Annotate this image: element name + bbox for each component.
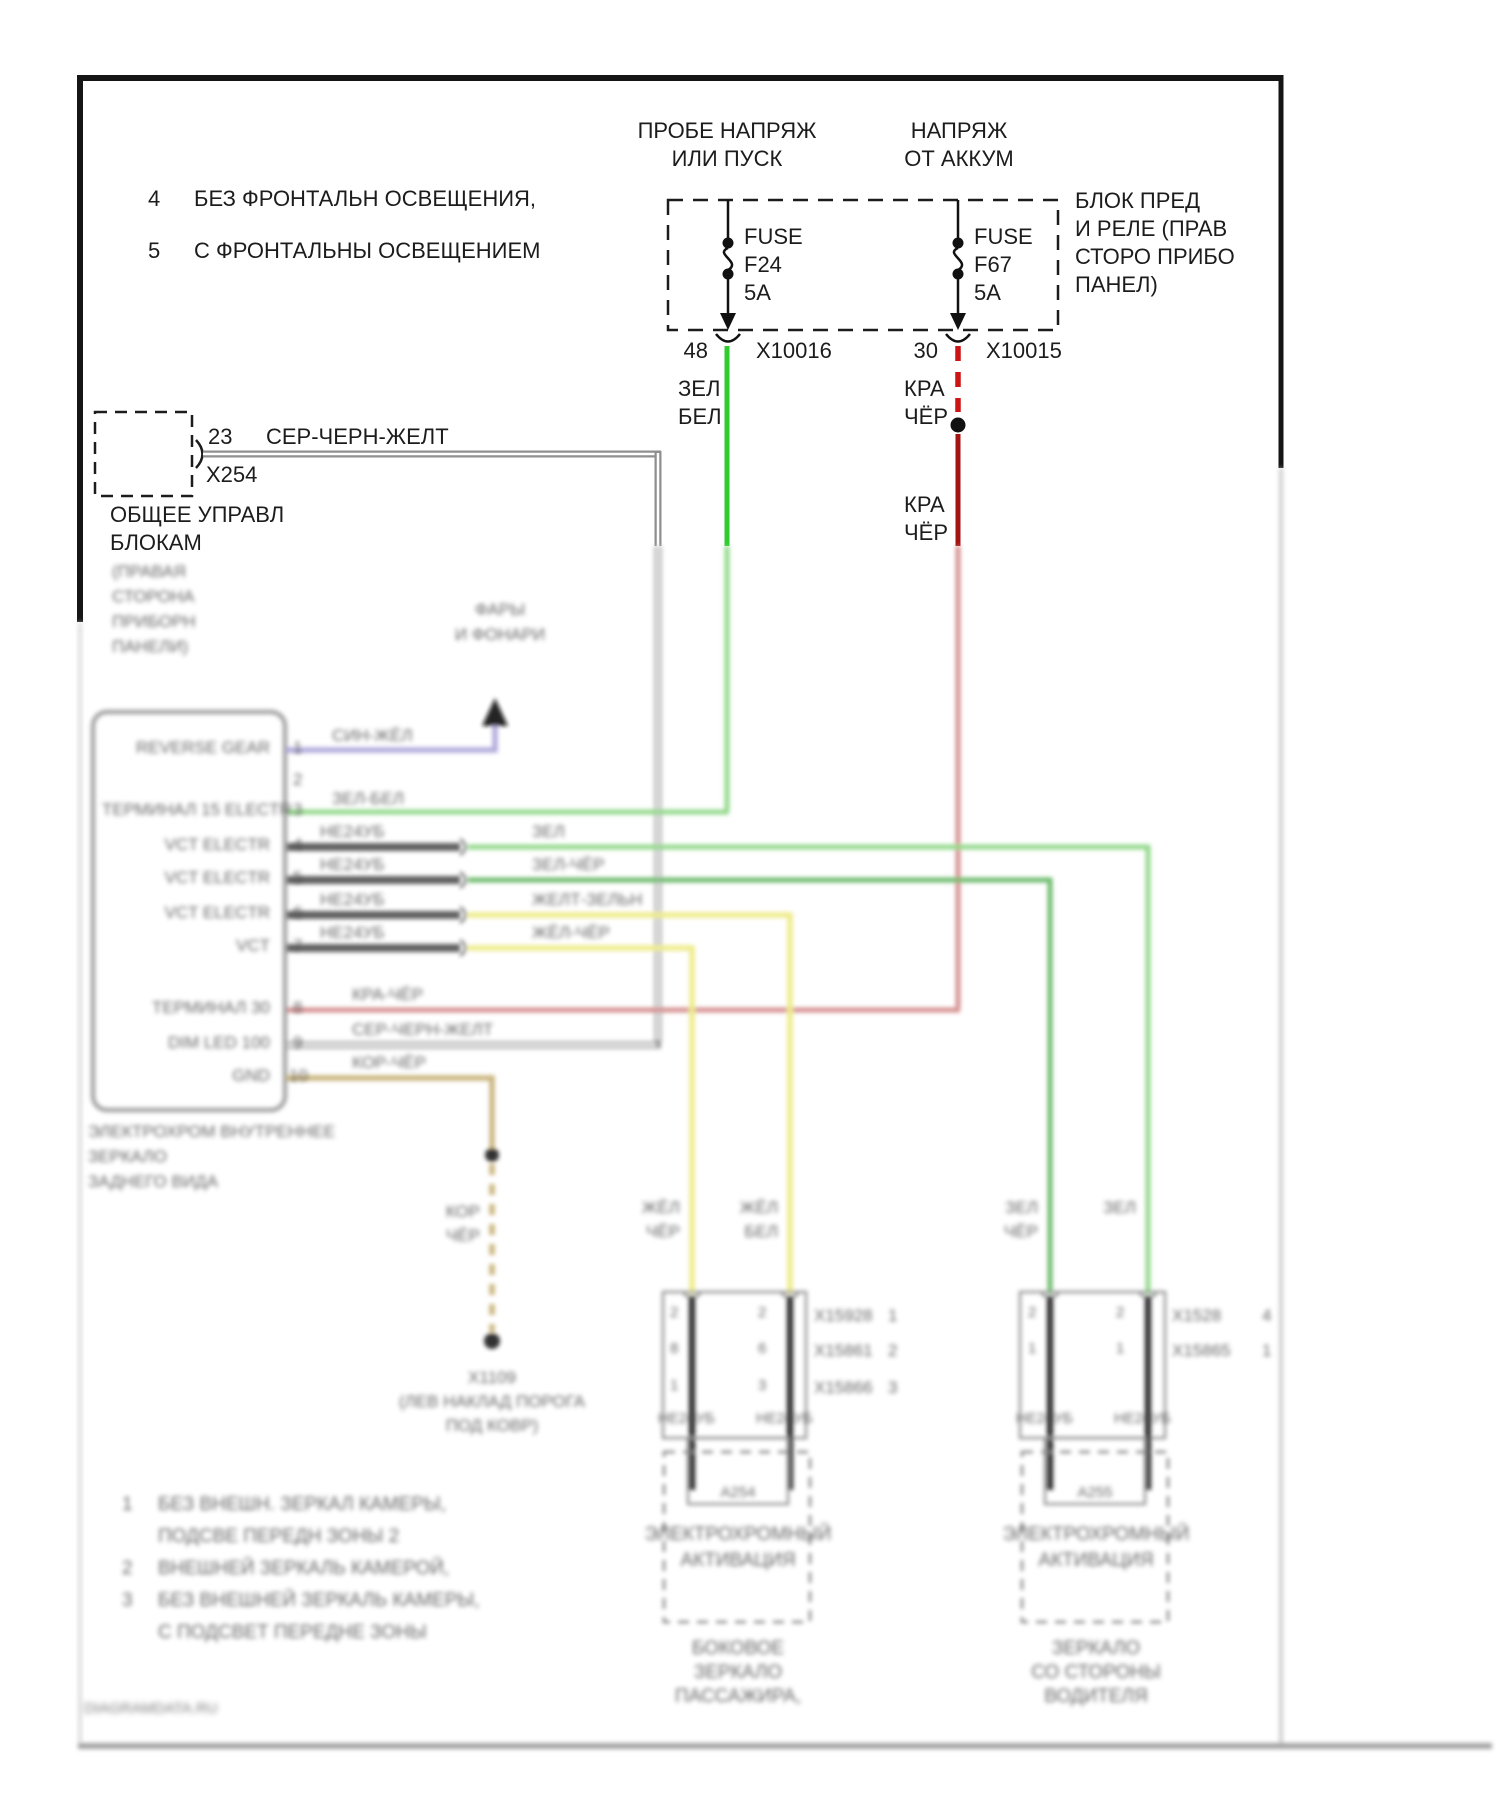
x254-sub-line3: ПРИБОРН (112, 612, 196, 631)
bottom-note1-text: БЕЗ ВНЕШН. ЗЕРКАЛ КАМЕРЫ, (158, 1494, 446, 1515)
module-pin4-name: VCT ELECTR (164, 835, 270, 854)
x254-caption-line2: БЛОКАМ (110, 530, 202, 555)
fuse-f24-symbol (716, 200, 740, 342)
conn-right-wire2-line1: ЗЕЛ (1103, 1198, 1136, 1217)
module-pin9-name: DIM LED 100 (167, 1033, 270, 1052)
conn-left-ref1-note: 1 (888, 1306, 898, 1325)
splice-dot-tan-bottom (484, 1333, 500, 1349)
pin3-wire-label: ЗЕЛ-БЕЛ (332, 789, 405, 808)
conn-left-wire2-line1: ЖЁЛ (739, 1198, 778, 1217)
wire2-color-line2: ЧЁР (904, 404, 949, 429)
module-pin6-num: 6 (293, 903, 303, 922)
fusebox-caption-line2: И РЕЛЕ (ПРАВ (1075, 216, 1228, 241)
ground-caption-line2: И ФОНАРИ (454, 625, 546, 644)
conn-left-code1: НЕ24УБ (658, 1410, 715, 1427)
pin5-wire-label: ЗЕЛ-ЧЁР (532, 855, 605, 874)
conn-left-ref2-code: X15861 (814, 1341, 873, 1360)
pin9-wire-label: СЕР-ЧЕРН-ЖЕЛТ (352, 1020, 494, 1039)
fuse-f67-symbol (946, 200, 970, 342)
watermark: DIAGRAMDATA.RU (84, 1700, 218, 1717)
conn-left-pinL1: 2 (670, 1304, 679, 1321)
mirror-left-box-line2: АКТИВАЦИЯ (680, 1550, 796, 1571)
fuse1-label2: F24 (744, 252, 782, 277)
bottom-note3-text2: С ПОДСВЕТ ПЕРЕДНЕ ЗОНЫ (158, 1622, 427, 1643)
module-pin7-name: VCT (236, 936, 270, 955)
fuse2-connector: X10015 (986, 338, 1062, 363)
x254-wire-label: СЕР-ЧЕРН-ЖЕЛТ (266, 424, 449, 449)
bottom-note3-num: 3 (122, 1590, 133, 1611)
bottom-note1-text2: ПОДСВЕ ПЕРЕДН ЗОНЫ 2 (158, 1526, 400, 1547)
x254-connector-label: X254 (206, 462, 258, 487)
mirror-right-box-line2: АКТИВАЦИЯ (1038, 1550, 1154, 1571)
module-caption-line1: ЭЛЕКТРОХРОМ ВНУТРЕННЕЕ (88, 1122, 335, 1141)
note4-text: БЕЗ ФРОНТАЛЬН ОСВЕЩЕНИЯ, (194, 186, 537, 211)
conn-right-pinR1: 2 (1116, 1304, 1125, 1321)
module-caption-line2: ЗЕРКАЛО (88, 1147, 167, 1166)
conn-left-wire1-line1: ЖЁЛ (641, 1198, 680, 1217)
conn-right-code1: НЕ24УБ (1016, 1410, 1073, 1427)
mirror-left-caption-line2: ЗЕРКАЛО (693, 1662, 783, 1683)
module-pin2-num: 2 (293, 770, 303, 789)
splice-caption-line3: ПОД КОВР) (445, 1416, 539, 1435)
conn-right-code2: НЕ24УБ (1114, 1410, 1171, 1427)
fuse2-pin: 30 (913, 338, 938, 363)
note5-text: С ФРОНТАЛЬНЫ ОСВЕЩЕНИЕМ (194, 238, 541, 263)
fuse1-connector: X10016 (756, 338, 832, 363)
conn-left-wire1-line2: ЧЁР (645, 1222, 680, 1241)
conn-left-inner-label: А254 (720, 1484, 756, 1501)
x254-sub-line4: ПАНЕЛИ) (112, 637, 189, 656)
module-pin7-num: 7 (293, 936, 303, 955)
conn-right-wire1-line1: ЗЕЛ (1005, 1198, 1038, 1217)
pin6-wire-label: ЖЕЛТ-ЗЕЛЬН (532, 890, 643, 909)
pin7-wire-label: ЖЁЛ-ЧЁР (532, 923, 610, 942)
source-ignition-line2: ИЛИ ПУСК (671, 146, 783, 171)
conn-right-ref1-code: X1528 (1172, 1306, 1222, 1325)
module-pin5-num: 5 (293, 868, 303, 887)
note4-number: 4 (148, 186, 161, 211)
module-pin4-num: 4 (293, 835, 303, 854)
fusebox-caption-line4: ПАНЕЛ) (1075, 272, 1158, 297)
x254-sub-line1: (ПРАВАЯ (112, 562, 186, 581)
source-battery-line1: НАПРЯЖ (910, 118, 1008, 143)
wire1-color-line2: БЕЛ (678, 404, 722, 429)
ground-symbol (482, 698, 508, 726)
conn-left-pinL3: 1 (670, 1377, 679, 1394)
splice-wire-line2: ЧЁР (445, 1226, 480, 1245)
x254-sub-line2: СТОРОНА (112, 587, 195, 606)
fuse2-label3: 5A (974, 280, 1001, 305)
module-pin8-name: ТЕРМИНАЛ 30 (151, 998, 270, 1017)
conn-right-ref2-code: X15865 (1172, 1341, 1231, 1360)
x254-connector-arc (196, 440, 203, 468)
conn-left-ref3-code: X15866 (814, 1378, 873, 1397)
conn-left-pinR2: 6 (758, 1340, 767, 1357)
module-pin3-num: 3 (293, 800, 303, 819)
wire1-color-line1: ЗЕЛ (678, 376, 721, 401)
fuse1-label3: 5A (744, 280, 771, 305)
mirror-right-box-line1: ЭЛЕКТРОХРОМНЫЙ (1002, 1524, 1190, 1545)
conn-right-pinL1: 2 (1028, 1304, 1037, 1321)
splice-dot-tan-top (485, 1148, 499, 1162)
module-pin10-num: 10 (289, 1066, 308, 1085)
mirror-left-box-line1: ЭЛЕКТРОХРОМНЫЙ (644, 1524, 832, 1545)
conn-left-pinR3: 3 (758, 1377, 767, 1394)
ground-caption-line1: ФАРЫ (474, 600, 526, 619)
wire2-color-line1: КРА (904, 376, 945, 401)
bottom-note2-text: ВНЕШНЕЙ ЗЕРКАЛЬ КАМЕРОЙ, (158, 1558, 450, 1579)
conn-right-wire1-line2: ЧЁР (1003, 1222, 1038, 1241)
conn-left-pinR1: 2 (758, 1304, 767, 1321)
conn-right-ref1-note: 4 (1262, 1306, 1272, 1325)
mirror-left-caption-line3: ПАССАЖИРА, (674, 1686, 802, 1707)
pin7-code: НЕ24УБ (320, 923, 385, 942)
conn-left-pinL2: 8 (670, 1340, 679, 1357)
fuse2-label1: FUSE (974, 224, 1033, 249)
source-battery-line2: ОТ АККУМ (904, 146, 1014, 171)
wire2-color-mid-line2: ЧЁР (904, 520, 949, 545)
module-pin6-name: VCT ELECTR (164, 903, 270, 922)
conn-left-code2: НЕ24УБ (756, 1410, 813, 1427)
splice-wire-line1: КОР (445, 1202, 480, 1221)
pin4-code: НЕ24УБ (320, 822, 385, 841)
conn-left-wire2-line2: БЕЛ (744, 1222, 778, 1241)
mirror-right-caption-line1: ЗЕРКАЛО (1051, 1638, 1141, 1659)
pin1-wire-label: СИН-ЖЁЛ (332, 726, 413, 745)
pin8-wire-label: КРА-ЧЁР (352, 985, 424, 1004)
fusebox-caption-line1: БЛОК ПРЕД (1075, 188, 1200, 213)
fuse1-label1: FUSE (744, 224, 803, 249)
fuse2-label2: F67 (974, 252, 1012, 277)
pin4-wire-label: ЗЕЛ (532, 822, 565, 841)
wire2-color-mid-line1: КРА (904, 492, 945, 517)
module-pin10-name: GND (232, 1066, 270, 1085)
bottom-note3-text: БЕЗ ВНЕШНЕЙ ЗЕРКАЛЬ КАМЕРЫ, (158, 1590, 480, 1611)
fuse1-pin: 48 (683, 338, 708, 363)
splice-dot (951, 418, 966, 433)
x254-caption-line1: ОБЩЕЕ УПРАВЛ (110, 502, 285, 527)
bottom-note2-num: 2 (122, 1558, 133, 1579)
pin10-wire-label: КОР-ЧЁР (352, 1053, 426, 1072)
module-pin1-name: REVERSE GEAR (135, 738, 270, 757)
x254-pin: 23 (208, 424, 233, 449)
module-pin3-name: ТЕРМИНАЛ 15 ELECTR (102, 800, 292, 819)
conn-right-pinL2: 1 (1028, 1340, 1037, 1357)
fusebox-caption-line3: СТОРО ПРИБО (1075, 244, 1235, 269)
conn-right-ref2-note: 1 (1262, 1341, 1272, 1360)
mirror-right-caption-line2: СО СТОРОНЫ (1031, 1662, 1161, 1683)
x254-box (95, 412, 192, 496)
module-pin1-num: 1 (293, 738, 303, 757)
splice-caption-line2: (ЛЕВ НАКЛАД ПОРОГА (398, 1392, 586, 1411)
bottom-note1-num: 1 (122, 1494, 133, 1515)
conn-right-pinR2: 1 (1116, 1340, 1125, 1357)
splice-caption-line1: X1109 (468, 1368, 516, 1387)
conn-left-ref2-note: 2 (888, 1341, 898, 1360)
mirror-right-caption-line3: ВОДИТЕЛЯ (1044, 1686, 1148, 1707)
pin6-code: НЕ24УБ (320, 890, 385, 909)
note5-number: 5 (148, 238, 161, 263)
conn-right-inner-label: А255 (1077, 1484, 1113, 1501)
mirror-left-caption-line1: БОКОВОЕ (691, 1638, 785, 1659)
module-pin8-num: 8 (293, 998, 303, 1017)
conn-left-ref3-note: 3 (888, 1378, 898, 1397)
module-caption-line3: ЗАДНЕГО ВИДА (88, 1172, 218, 1191)
module-pin9-num: 9 (293, 1033, 303, 1052)
pin5-code: НЕ24УБ (320, 855, 385, 874)
inline-connector-marks (460, 839, 466, 956)
source-ignition-line1: ПРОБЕ НАПРЯЖ (637, 118, 817, 143)
conn-left-ref1-code: X15928 (814, 1306, 873, 1325)
module-pin5-name: VCT ELECTR (164, 868, 270, 887)
